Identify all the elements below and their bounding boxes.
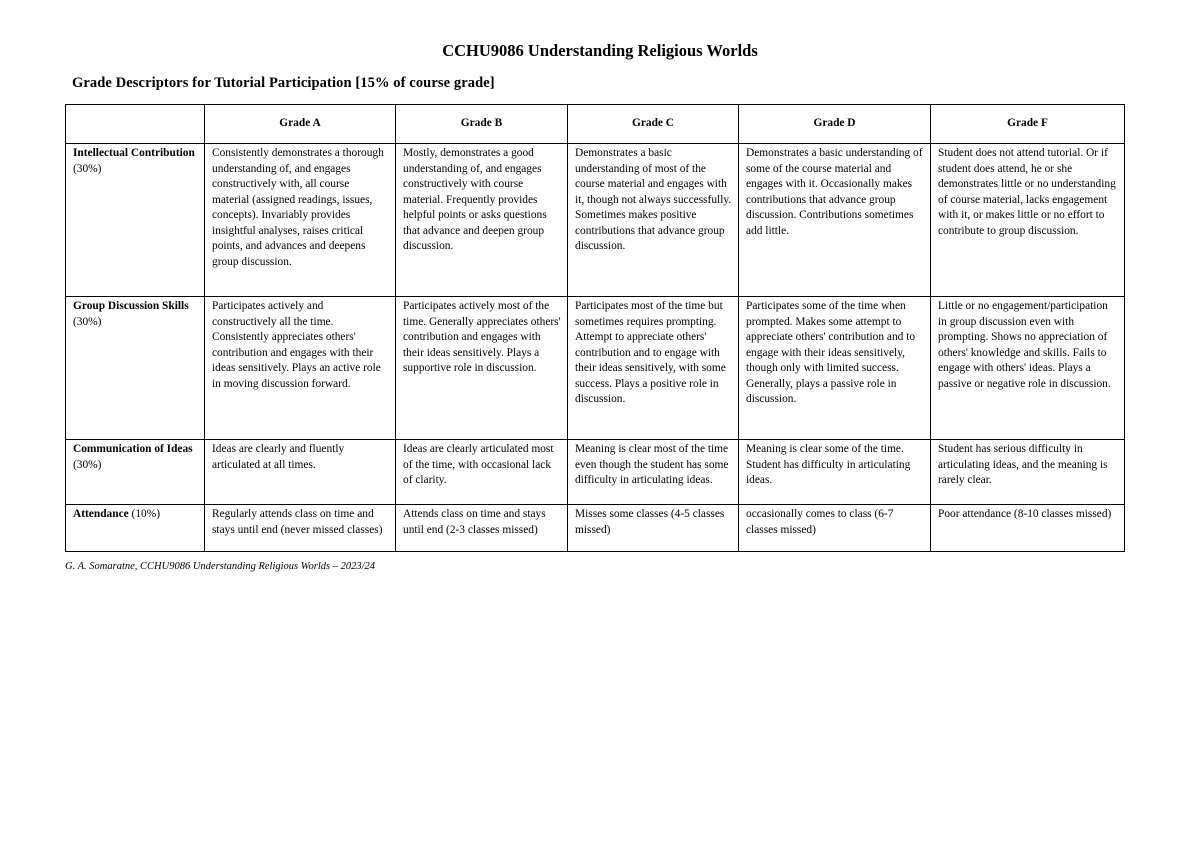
grade-d-cell: Meaning is clear some of the time. Student has difficulty in articulating ideas. bbox=[739, 440, 931, 505]
grade-c-cell: Meaning is clear most of the time even though the student has some difficulty in articulating ideas. bbox=[568, 440, 739, 505]
header-criterion bbox=[66, 105, 205, 144]
criterion-weight: (30%) bbox=[73, 315, 102, 328]
criterion-label: Intellectual Contribution bbox=[73, 147, 195, 159]
grade-a-cell: Ideas are clearly and fluently articulated at all times. bbox=[205, 440, 396, 505]
table-row bbox=[66, 440, 1125, 505]
grade-b-cell: Mostly, demonstrates a good understanding of, and engages constructively with course material. Frequently provides helpful points or asks questions that advance and deepen group discussion. bbox=[396, 144, 568, 297]
grade-f-cell: Poor attendance (8-10 classes missed) bbox=[931, 505, 1125, 552]
table-row bbox=[66, 144, 1125, 297]
grade-a-cell: Consistently demonstrates a thorough understanding of, and engages constructively with, all course material (assigned readings, issues, concepts). Invariably provides insightful analyses, raises critical points, and advances and deepens group discussion. bbox=[205, 144, 396, 297]
criterion-cell bbox=[66, 144, 205, 297]
grade-f-cell: Student has serious difficulty in articulating ideas, and the meaning is rarely clear. bbox=[931, 440, 1125, 505]
header-grade-c: Grade C bbox=[568, 105, 739, 144]
table-header-row bbox=[66, 105, 1125, 144]
grade-b-cell: Participates actively most of the time. Generally appreciates others' contribution and engages with their ideas sensitively. Plays a supportive role in discussion. bbox=[396, 297, 568, 440]
criterion-weight: (30%) bbox=[73, 458, 102, 471]
grade-b-cell: Ideas are clearly articulated most of the time, with occasional lack of clarity. bbox=[396, 440, 568, 505]
grade-c-cell: Participates most of the time but sometimes requires prompting. Attempt to appreciate others' contribution and to engage with their ideas sensitively, with some success. Plays a positive role in discussion. bbox=[568, 297, 739, 440]
grade-d-cell: Demonstrates a basic understanding of some of the course material and engages with it. Occasionally makes contributions that advance group discussion. Contributions sometimes add little. bbox=[739, 144, 931, 297]
document-subtitle: Grade Descriptors for Tutorial Participation [15% of course grade] bbox=[72, 75, 495, 91]
document-footer: G. A. Somaratne, CCHU9086 Understanding Religious Worlds – 2023/24 bbox=[65, 561, 376, 572]
grade-f-cell: Student does not attend tutorial. Or if student does attend, he or she demonstrates little or no understanding of course material, lacks engagement with it, or makes little or no effort to contribute to group discussion. bbox=[931, 144, 1125, 297]
grade-d-cell: occasionally comes to class (6-7 classes missed) bbox=[739, 505, 931, 552]
grade-descriptor-table bbox=[65, 104, 1125, 552]
criterion-label: Communication of Ideas bbox=[73, 443, 193, 455]
criterion-cell bbox=[66, 440, 205, 505]
header-grade-b: Grade B bbox=[396, 105, 568, 144]
header-grade-a: Grade A bbox=[205, 105, 396, 144]
document-title: CCHU9086 Understanding Religious Worlds bbox=[442, 41, 758, 60]
grade-b-cell: Attends class on time and stays until end (2-3 classes missed) bbox=[396, 505, 568, 552]
table-row bbox=[66, 297, 1125, 440]
header-grade-f: Grade F bbox=[931, 105, 1125, 144]
grade-f-cell: Little or no engagement/participation in group discussion even with prompting. Shows no appreciation of others' knowledge and skills. Fails to engage with others' ideas. Plays a passive or negative role in discussion. bbox=[931, 297, 1125, 440]
header-grade-d: Grade D bbox=[739, 105, 931, 144]
grade-c-cell: Misses some classes (4-5 classes missed) bbox=[568, 505, 739, 552]
grade-a-cell: Regularly attends class on time and stays until end (never missed classes) bbox=[205, 505, 396, 552]
criterion-cell bbox=[66, 505, 205, 552]
grade-c-cell: Demonstrates a basic understanding of most of the course material and engages with it, though not always successfully. Sometimes makes positive contributions that advance group discussion. bbox=[568, 144, 739, 297]
criterion-cell bbox=[66, 297, 205, 440]
criterion-label: Attendance bbox=[73, 508, 129, 520]
grade-a-cell: Participates actively and constructively all the time. Consistently appreciates others' contribution and engages with their ideas sensitively. Plays an active role in moving discussion forward. bbox=[205, 297, 396, 440]
criterion-label: Group Discussion Skills bbox=[73, 300, 189, 312]
criterion-weight: (30%) bbox=[73, 162, 102, 175]
criterion-weight: (10%) bbox=[128, 508, 161, 520]
table-row bbox=[66, 505, 1125, 552]
grade-d-cell: Participates some of the time when prompted. Makes some attempt to appreciate others' contribution and to engage with their ideas sensitively, though only with limited success. Generally, plays a passive role in discussion. bbox=[739, 297, 931, 440]
